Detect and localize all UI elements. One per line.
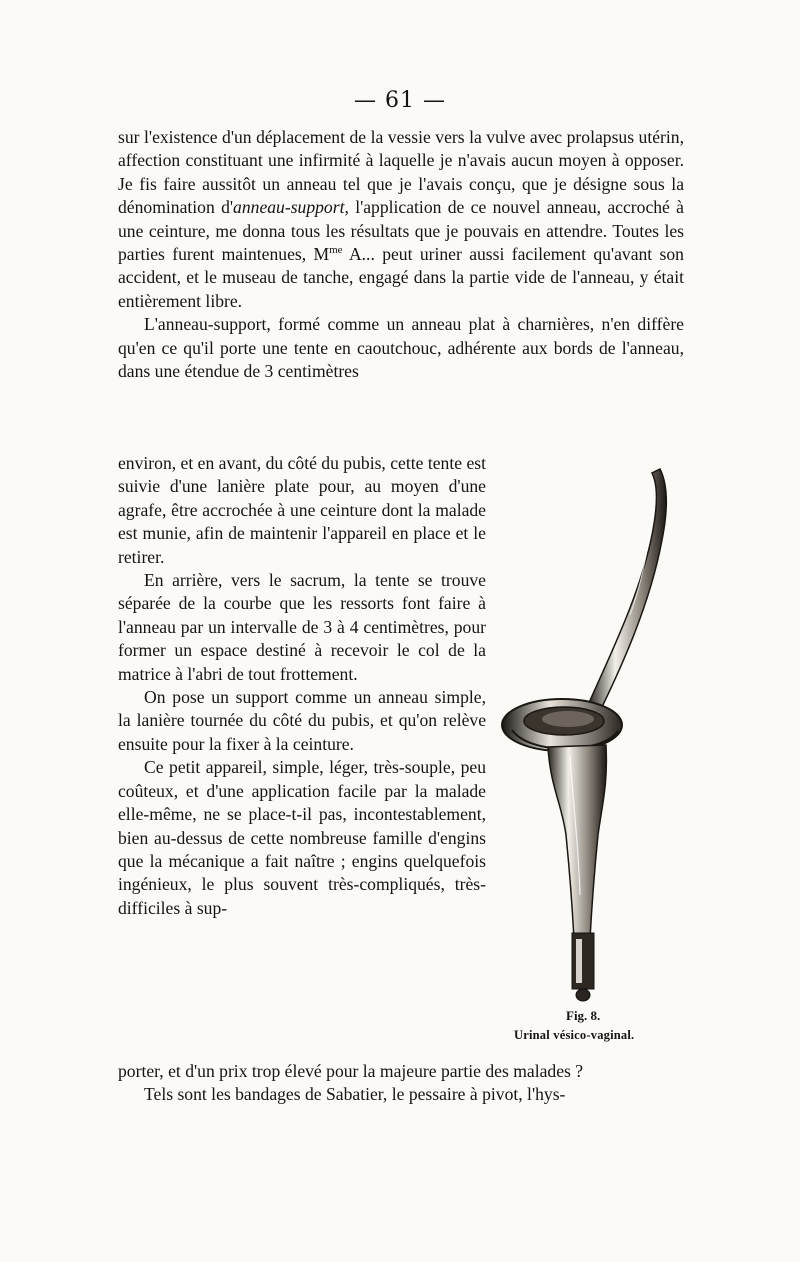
figure-label: Fig. 8. <box>566 1008 601 1023</box>
paragraph-5-wrap: Ce petit appareil, simple, léger, très-souple, peu coûteux, et d'une application facile par la malade elle-même, ne se place-t-il pas, incontestablement, bien au-dessus de cette nombreuse famille d'engins que la mécanique a fait naître ; engins quelquefois ingénieux, le plus souvent très-compliqués, très-difficiles à sup- <box>118 757 486 918</box>
paragraph-2-top: L'anneau-support, formé comme un anneau plat à charnières, n'en diffère qu'en ce qu'il porte une tente en caoutchouc, adhérente aux bords de l'anneau, dans une étendue de 3 centimètres <box>118 314 684 382</box>
paragraph-2-wrap: environ, et en avant, du côté du pubis, cette tente est suivie d'une lanière plate pour, au moyen d'une agrafe, être accrochée à une ceinture dont la malade est munie, afin de maintenir l'appareil en place et le retirer. <box>118 453 486 567</box>
body-text-bottom <box>118 1060 684 1107</box>
urinal-illustration-icon <box>490 455 690 1015</box>
paragraph-6: Tels sont les bandages de Sabatier, le pessaire à pivot, l'hys- <box>144 1084 566 1105</box>
paragraph-1: sur l'existence d'un déplacement de la vessie vers la vulve avec prolapsus utérin, affection constituant une infirmité à laquelle je n'avais aucun moyen à opposer. Je fis faire aussitôt un anneau tel que je l'avais conçu, que je désigne sous la dénomination d'anneau-support, l'application de ce nouvel anneau, accroché à une ceinture, me donna tous les résultats que je pouvais en attendre. Toutes les parties furent maintenues, $M^{me}$ A... peut uriner aussi facilement qu'avant son accident, et le museau de tanche, engagé dans la partie vide de l'anneau, y était entièrement libre. <box>118 127 684 311</box>
body-text-wrap <box>118 452 486 920</box>
body-text-top <box>118 126 684 383</box>
figure-caption: Urinal vésico-vaginal. <box>514 1028 635 1042</box>
page-number: — 61 — <box>354 88 446 113</box>
paragraph-3: En arrière, vers le sacrum, la tente se trouve séparée de la courbe que les ressorts font faire à l'anneau par un intervalle de 3 à 4 centimètres, pour former un espace destiné à recevoir le col de la matrice à l'abri de tout frottement. <box>118 570 486 684</box>
paragraph-4: On pose un support comme un anneau simple, la lanière tournée du côté du pubis, et qu'on relève ensuite pour la fixer à la ceinture. <box>118 687 486 754</box>
italic-term: anneau-support <box>233 197 345 218</box>
paragraph-5-bottom: porter, et d'un prix trop élevé pour la majeure partie des malades ? <box>118 1061 584 1081</box>
